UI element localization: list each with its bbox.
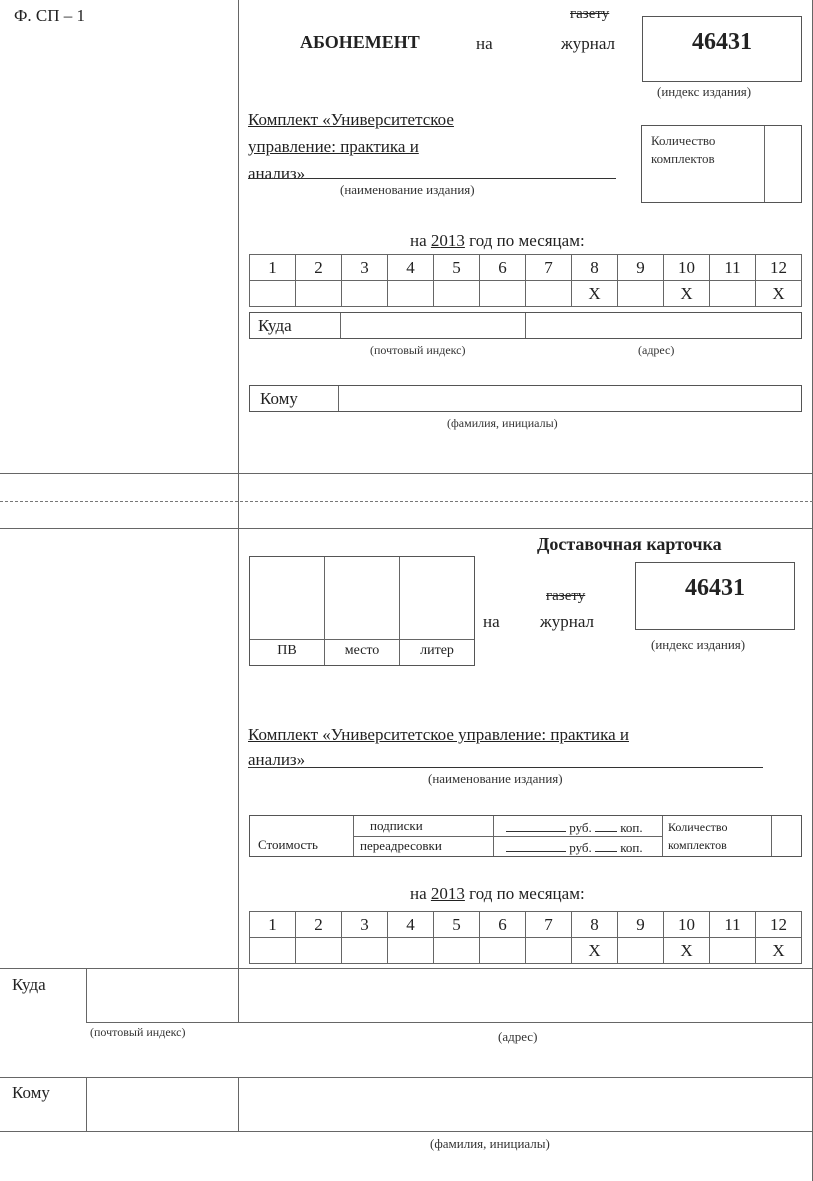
where-label: Куда <box>258 316 292 335</box>
publication-underline <box>248 178 616 179</box>
month-header: 1 <box>250 255 296 281</box>
month-mark[interactable]: X <box>664 281 710 307</box>
cost-divider <box>771 816 772 856</box>
month-mark[interactable] <box>480 281 526 307</box>
form-code: Ф. СП – 1 <box>14 6 86 25</box>
month-mark[interactable] <box>296 938 342 964</box>
month-mark[interactable]: X <box>664 938 710 964</box>
year-suffix: год по месяцам: <box>469 231 585 250</box>
name-caption: (фамилия, инициалы) <box>430 1136 550 1151</box>
month-header: 12 <box>756 255 802 281</box>
publication-line: анализ» <box>248 164 306 183</box>
whom-row <box>249 385 802 412</box>
month-header: 5 <box>434 255 480 281</box>
section-line <box>0 528 813 529</box>
publication-index: 46431 <box>685 575 745 601</box>
month-mark[interactable]: X <box>572 938 618 964</box>
month-header: 1 <box>250 912 296 938</box>
section-line <box>0 1131 813 1132</box>
subscription-cost-label: подписки <box>370 818 423 833</box>
publication-name <box>248 106 454 187</box>
month-mark[interactable] <box>250 938 296 964</box>
column-divider <box>238 0 239 1010</box>
journal-option: журнал <box>561 34 616 53</box>
readdress-cost-label: переадресовки <box>360 838 442 853</box>
gazette-option: газету <box>570 6 610 22</box>
month-mark[interactable] <box>342 281 388 307</box>
sets-label-line: Количество <box>668 820 728 834</box>
month-header: 4 <box>388 912 434 938</box>
year-line <box>410 231 585 251</box>
month-header: 2 <box>296 255 342 281</box>
index-box <box>635 562 795 630</box>
liter-label: литер <box>420 643 454 658</box>
sets-label <box>651 132 715 168</box>
journal-option: журнал <box>540 612 595 631</box>
postal-index-input[interactable] <box>88 970 236 1020</box>
kop-label: коп. <box>620 840 643 855</box>
cut-line <box>0 501 813 502</box>
publication-caption: (наименование издания) <box>340 182 475 197</box>
publication-line: управление: практика и <box>248 137 419 156</box>
month-mark[interactable] <box>618 938 664 964</box>
sets-count-box <box>641 125 802 203</box>
month-header: 8 <box>572 912 618 938</box>
month-header: 3 <box>342 255 388 281</box>
month-mark[interactable] <box>342 938 388 964</box>
month-mark[interactable] <box>618 281 664 307</box>
address-caption: (адрес) <box>498 1029 538 1044</box>
month-mark[interactable] <box>434 281 480 307</box>
place-label: место <box>344 643 380 658</box>
postal-index-input[interactable] <box>342 314 523 338</box>
postal-caption: (почтовый индекс) <box>90 1025 186 1039</box>
index-caption: (индекс издания) <box>657 84 752 99</box>
delivery-title: Доставочная карточка <box>537 534 722 554</box>
month-header: 6 <box>480 912 526 938</box>
sets-label-line: Количество <box>651 133 716 148</box>
month-header: 11 <box>710 912 756 938</box>
section-line <box>0 473 813 474</box>
month-header: 6 <box>480 255 526 281</box>
pv-box <box>249 556 475 666</box>
whom-divider <box>238 1077 239 1131</box>
rub-label: руб. <box>569 840 592 855</box>
where-divider <box>525 313 526 338</box>
month-header: 2 <box>296 912 342 938</box>
year-line <box>410 884 585 904</box>
month-mark[interactable] <box>480 938 526 964</box>
year-suffix: год по месяцам: <box>469 884 585 903</box>
cost-label: Стоимость <box>258 837 318 852</box>
whom-label: Кому <box>12 1083 50 1102</box>
recipient-name-input[interactable] <box>340 387 801 411</box>
section-line <box>0 968 813 969</box>
cost-divider <box>353 836 662 837</box>
publication-name <box>248 722 629 772</box>
where-divider <box>238 968 239 1022</box>
where-row <box>249 312 802 339</box>
gazette-option: газету <box>546 588 586 604</box>
cost-box <box>249 815 802 857</box>
publication-index: 46431 <box>692 29 752 55</box>
where-label: Куда <box>12 975 46 994</box>
month-header: 4 <box>388 255 434 281</box>
cost-divider <box>662 816 663 856</box>
month-header: 10 <box>664 912 710 938</box>
publication-caption: (наименование издания) <box>428 771 563 786</box>
sets-divider <box>764 126 765 202</box>
months-table <box>249 254 802 307</box>
kop-label: коп. <box>620 820 643 835</box>
address-input[interactable] <box>527 314 801 338</box>
month-mark[interactable]: X <box>756 938 802 964</box>
month-header: 5 <box>434 912 480 938</box>
month-header: 3 <box>342 912 388 938</box>
sets-count-input[interactable] <box>766 128 800 200</box>
month-mark[interactable] <box>526 281 572 307</box>
pv-divider <box>250 639 474 640</box>
subscription-year[interactable]: 2013 <box>430 231 465 250</box>
address-caption: (адрес) <box>638 343 675 357</box>
postal-caption: (почтовый индекс) <box>370 343 466 357</box>
whom-divider <box>86 1077 87 1131</box>
month-mark[interactable] <box>388 938 434 964</box>
month-mark[interactable] <box>434 938 480 964</box>
name-caption: (фамилия, инициалы) <box>447 416 558 430</box>
month-mark[interactable] <box>388 281 434 307</box>
recipient-name-input[interactable] <box>240 1079 810 1129</box>
on-label: на <box>483 612 500 631</box>
month-header: 7 <box>526 912 572 938</box>
section-line <box>86 1022 813 1023</box>
whom-label: Кому <box>260 389 298 408</box>
year-prefix: на <box>410 884 427 903</box>
month-header: 11 <box>710 255 756 281</box>
subscription-cost-input[interactable] <box>506 818 656 836</box>
on-label: на <box>476 34 493 53</box>
delivery-year[interactable]: 2013 <box>430 884 465 903</box>
sets-label <box>668 818 727 854</box>
sets-label-line: комплектов <box>668 838 727 852</box>
month-mark[interactable] <box>710 281 756 307</box>
month-header: 10 <box>664 255 710 281</box>
publication-line: Комплект «Университетское управление: практика и <box>248 725 629 744</box>
rub-label: руб. <box>569 820 592 835</box>
index-caption: (индекс издания) <box>651 637 746 652</box>
publication-underline <box>248 767 763 768</box>
publication-line: анализ» <box>248 750 306 769</box>
index-box <box>642 16 802 82</box>
month-mark[interactable] <box>526 938 572 964</box>
month-mark[interactable]: X <box>572 281 618 307</box>
section-line <box>0 1077 813 1078</box>
publication-line: Комплект «Университетское <box>248 110 454 129</box>
month-header: 8 <box>572 255 618 281</box>
sets-count-input[interactable] <box>773 817 801 855</box>
month-mark[interactable] <box>250 281 296 307</box>
month-mark[interactable]: X <box>756 281 802 307</box>
month-mark[interactable] <box>710 938 756 964</box>
subscription-title: АБОНЕМЕНТ <box>300 32 420 52</box>
month-mark[interactable] <box>296 281 342 307</box>
months-table <box>249 911 802 964</box>
month-header: 12 <box>756 912 802 938</box>
whom-divider <box>338 386 339 411</box>
month-header: 9 <box>618 255 664 281</box>
where-divider <box>86 968 87 1022</box>
pv-label: ПВ <box>277 643 297 658</box>
readdress-cost-input[interactable] <box>506 838 656 856</box>
where-divider <box>340 313 341 338</box>
address-input[interactable] <box>240 970 810 1020</box>
year-prefix: на <box>410 231 427 250</box>
month-header: 7 <box>526 255 572 281</box>
month-header: 9 <box>618 912 664 938</box>
sets-label-line: комплектов <box>651 151 715 166</box>
